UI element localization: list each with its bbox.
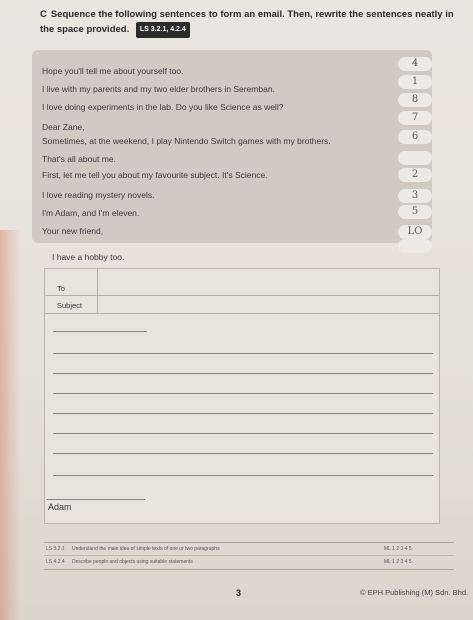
sentence-item: I live with my parents and my two elder brothers in Seremban.	[42, 84, 275, 94]
email-signoff: Adam	[48, 502, 72, 512]
instruction-letter: C	[40, 9, 47, 20]
sentence-item: First, let me tell you about my favourite subject. It's Science.	[42, 170, 268, 180]
sequence-number-box[interactable]: 5	[398, 205, 432, 219]
writing-line	[53, 393, 433, 394]
standard-description: Describe people and objects using suitable statements	[72, 559, 193, 565]
sentence-item: I'm Adam, and I'm eleven.	[42, 208, 140, 218]
sentence-item: Sometimes, at the weekend, I play Nintendo Switch games with my brothers.	[42, 136, 331, 146]
learning-standard-badge: LS 3.2.1, 4.2.4	[136, 22, 190, 38]
sequence-number-box[interactable]: 4	[398, 57, 432, 71]
standard-code: LS 4.2.4	[46, 559, 65, 565]
sentence-item: I have a hobby too.	[52, 252, 125, 262]
copyright: © EPH Publishing (M) Sdn. Bhd.	[360, 588, 469, 597]
subject-divider	[45, 313, 439, 314]
sentence-item: Hope you'll tell me about yourself too.	[42, 66, 184, 76]
email-writing-box	[44, 268, 440, 524]
sentence-item: I love doing experiments in the lab. Do you like Science as well?	[42, 102, 284, 112]
writing-line	[53, 373, 433, 374]
subject-label: Subject	[57, 301, 83, 310]
table-row	[44, 556, 454, 568]
writing-line	[53, 453, 433, 454]
table-row	[44, 543, 454, 555]
to-divider	[45, 295, 439, 296]
writing-line	[53, 413, 433, 414]
page-edge-shadow	[0, 230, 20, 620]
sequence-number-box[interactable]: 2	[398, 168, 432, 182]
label-column-divider	[97, 269, 98, 313]
sequence-number-box[interactable]	[398, 151, 432, 165]
writing-line	[53, 433, 433, 434]
to-label: To	[57, 284, 65, 293]
sequence-number-box[interactable]	[398, 239, 432, 253]
mastery-level: ML 1 2 3 4 5	[384, 546, 412, 552]
standard-description: Understand the main idea of simple texts of one or two paragraphs	[72, 546, 220, 552]
sequence-number-box[interactable]: 3	[398, 189, 432, 203]
sequence-number-box[interactable]: 7	[398, 111, 432, 125]
sentence-item: Dear Zane,	[42, 122, 85, 132]
standard-code: LS 3.2.1	[46, 546, 65, 552]
writing-line	[53, 475, 433, 476]
sentence-item: That's all about me.	[42, 154, 116, 164]
sequence-number-box[interactable]: 1	[398, 75, 432, 89]
instruction	[40, 8, 460, 38]
learning-standards-table	[44, 542, 454, 570]
instruction-text: Sequence the following sentences to form an email. Then, rewrite the sentences neatly in the space provided.	[40, 9, 454, 35]
sequence-number-box[interactable]: 6	[398, 130, 432, 144]
closing-line	[47, 499, 145, 500]
sentence-item: Your new friend,	[42, 226, 104, 236]
sentence-item: I love reading mystery novels.	[42, 190, 155, 200]
sequence-number-box[interactable]: 8	[398, 93, 432, 107]
mastery-level: ML 1 2 3 4 5	[384, 559, 412, 565]
writing-line	[53, 353, 433, 354]
page-number: 3	[236, 588, 242, 598]
greeting-line	[53, 331, 147, 332]
sequence-number-box[interactable]: LO	[398, 225, 432, 239]
